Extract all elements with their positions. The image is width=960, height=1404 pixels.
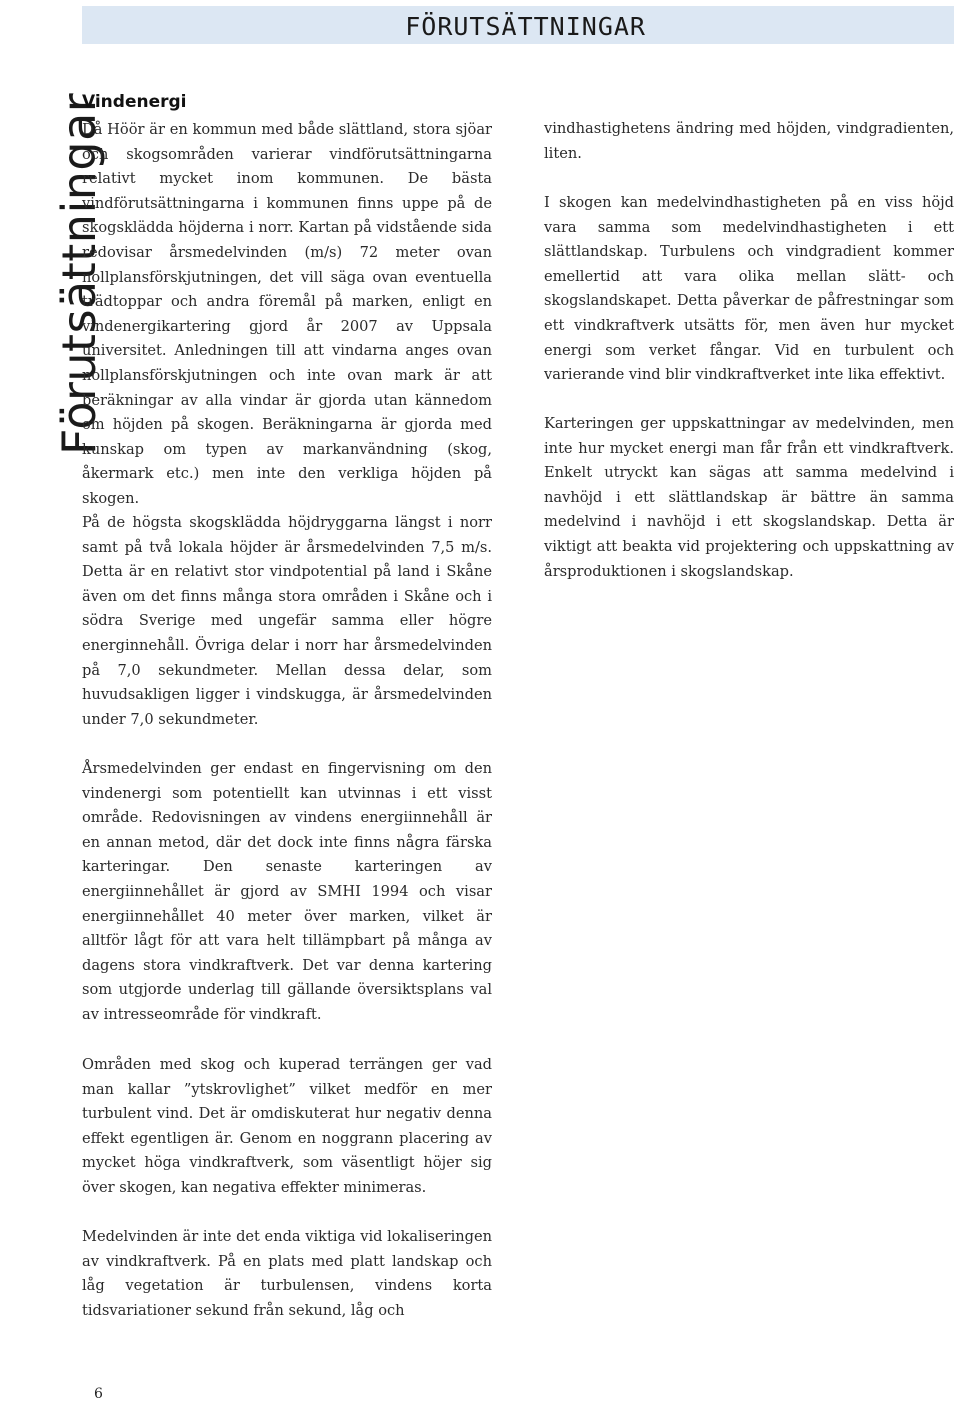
left-column-block-3 — [82, 757, 492, 1028]
header-band — [82, 6, 954, 44]
paragraph: Då Höör är en kommun med både slättland, stora sjöar och skogsområden varierar vindförutsättningarna relativt mycket inom kommunen. De bästa vindförutsättningarna i kommunen finns uppe på de skogsklädda höjderna i norr. Kartan på vidstående sida redovisar årsmedelvinden (m/s) 72 meter ovan nollplansförskjutningen, det vill säga ovan eventuella trädtoppar och andra föremål på marken, enligt en vindenergikartering gjord år 2007 av Uppsala universitet. Anledningen till att vindarna anges ovan nollplansförskjutningen och inte ovan mark är att beräkningar av alla vindar är gjorda utan kännedom om höjden på skogen. Beräkningarna är gjorda med kunskap om typen av markanvändning (skog, åkermark etc.) men inte den verkliga höjden på skogen. — [82, 121, 492, 507]
paragraph: Områden med skog och kuperad terrängen ger vad man kallar ”ytskrovlighet” vilket medför en mer turbulent vind. Det är omdiskuterat hur negativ denna effekt egentligen är. Genom en noggrann placering av mycket höga vindkraftverk, som väsentligt höjer sig över skogen, kan negativa effekter minimeras. — [82, 1056, 492, 1196]
paragraph: Karteringen ger uppskattningar av medelvinden, men inte hur mycket energi man får från ett vindkraftverk. Enkelt utryckt kan sägas att samma medelvind i navhöjd i ett slättlandskap är bättre än samma medelvind i navhöjd i ett skogslandskap. Detta är viktigt att beakta vid projektering och uppskattning av årsproduktionen i skogslandskap. — [544, 415, 954, 580]
page-title: FÖRUTSÄTTNINGAR — [405, 12, 646, 41]
left-column-block-5 — [82, 1225, 492, 1323]
page-number: 6 — [94, 1386, 103, 1402]
side-title — [0, 0, 106, 460]
side-title-text: Förutsättningar — [52, 92, 106, 455]
right-column-block-2 — [544, 191, 954, 388]
paragraph: Årsmedelvinden ger endast en fingervisning om den vindenergi som potentiellt kan utvinnas i ett visst område. Redovisningen av vindens energiinnehåll är en annan metod, där det dock inte finns några färska karteringar. Den senaste karteringen av energiinnehållet är gjord av SMHI 1994 och visar energiinnehållet 40 meter över marken, vilket är alltför lågt för att vara helt tillämpbart på många av dagens stora vindkraftverk. Det var denna kartering som utgjorde underlag till gällande översiktsplans val av intresseområde för vindkraft. — [82, 760, 492, 1023]
paragraph: vindhastighetens ändring med höjden, vindgradienten, liten. — [544, 120, 954, 162]
left-column-block-2 — [82, 511, 492, 732]
section-heading: Vindenergi — [82, 92, 187, 112]
paragraph: I skogen kan medelvindhastigheten på en viss höjd vara samma som medelvindhastigheten i ett slättlandskap. Turbulens och vindgradient kommer emellertid att vara olika mellan slätt- och skogslandskapet. Detta påverkar de påfrestningar som ett vindkraftverk utsätts för, men även hur mycket energi som verket fångar. Vid en turbulent och varierande vind blir vindkraftverket inte lika effektivt. — [544, 194, 954, 384]
right-column-block-1 — [544, 117, 954, 166]
paragraph: På de högsta skogsklädda höjdryggarna längst i norr samt på två lokala höjder är årsmedelvinden 7,5 m/s. Detta är en relativt stor vindpotential på land i Skåne även om det finns många stora områden i Skåne och i södra Sverige med ungefär samma eller högre energinnehåll. Övriga delar i norr har årsmedelvinden på 7,0 sekundmeter. Mellan dessa delar, som huvudsakligen ligger i vindskugga, är årsmedelvinden under 7,0 sekundmeter. — [82, 514, 492, 728]
paragraph: Medelvinden är inte det enda viktiga vid lokaliseringen av vindkraftverk. På en plats med platt landskap och låg vegetation är turbulensen, vindens korta tidsvariationer sekund från sekund, låg och — [82, 1228, 493, 1319]
left-column-block-4 — [82, 1053, 492, 1201]
left-column-block-1 — [82, 118, 492, 512]
right-column-block-3 — [544, 412, 954, 584]
